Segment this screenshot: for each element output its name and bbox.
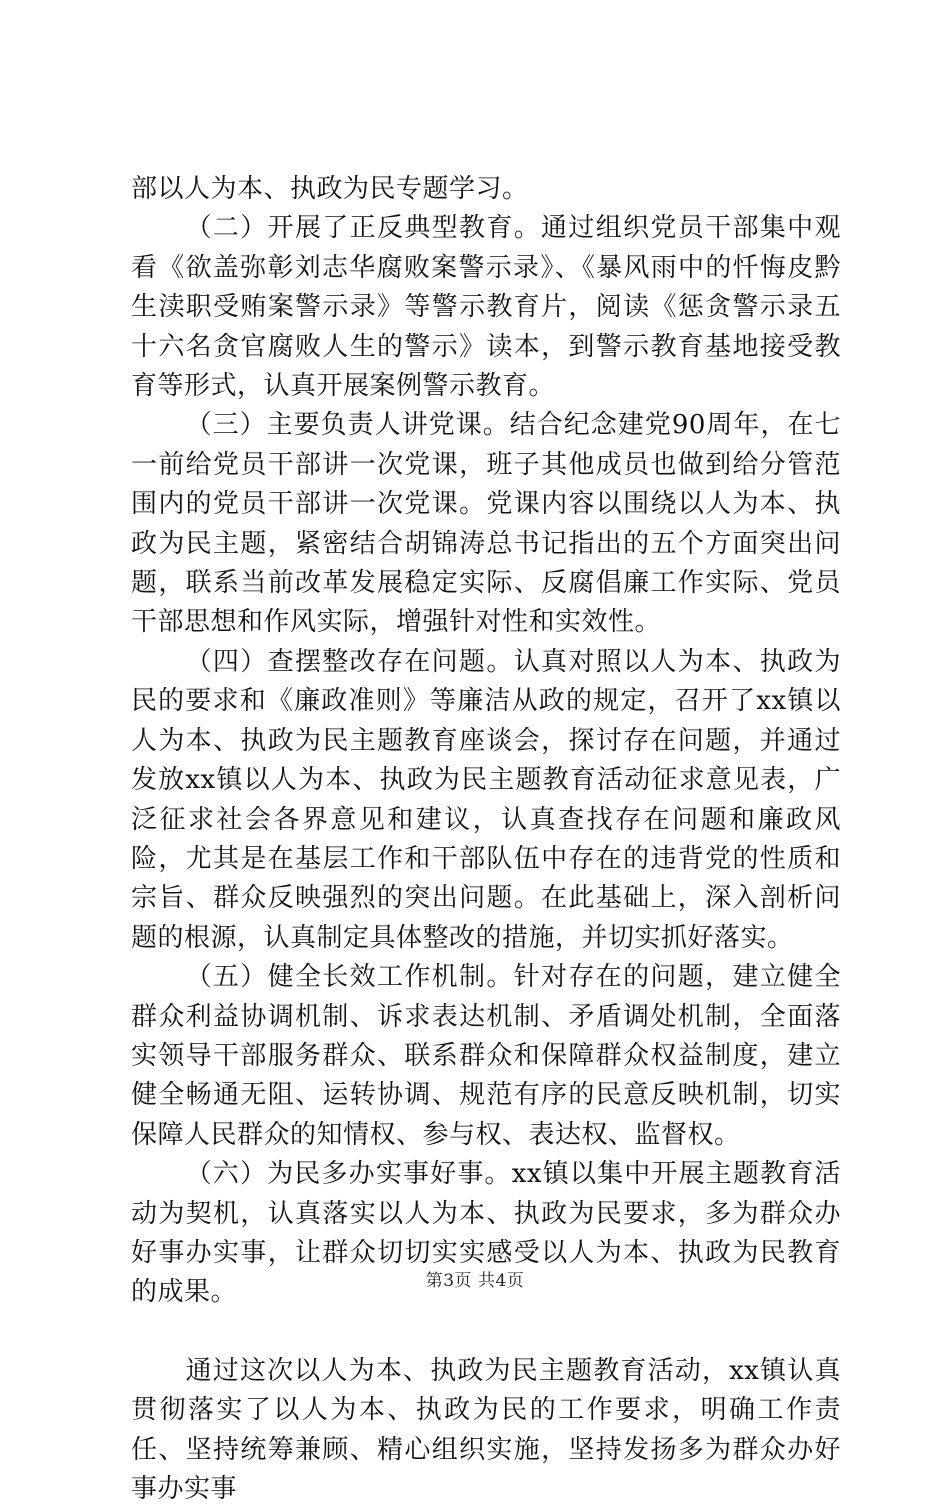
paragraph-section-3: （三）主要负责人讲党课。结合纪念建党90周年，在七一前给党员干部讲一次党课，班子其他成员也做到给分管范围内的党员干部讲一次党课。党课内容以围绕以人为本、执政为民主题，紧密结合胡锦涛总书记指出的五个方面突出问题，联系当前改革发展稳定实际、反腐倡廉工作实际、党员干部思想和作风实际，增强针对性和实效性。 <box>131 410 841 638</box>
paragraph-section-5: （五）健全长效工作机制。针对存在的问题，建立健全群众利益协调机制、诉求表达机制、矛盾调处机制，全面落实领导干部服务群众、联系群众和保障群众权益制度，建立健全畅通无阻、运转协调、规范有序的民意反映机制，切实保障人民群众的知情权、参与权、表达权、监督权。 <box>131 962 841 1150</box>
page-number: 第3页 共4页 <box>425 1271 525 1291</box>
page-footer <box>0 1266 950 1291</box>
paragraph-summary: 通过这次以人为本、执政为民主题教育活动，xx镇认真贯彻落实了以人为本、执政为民的工作要求，明确工作责任、坚持统筹兼顾、精心组织实施，坚持发扬多为群众办好事办实事 <box>131 1355 841 1504</box>
paragraph-section-4: （四）查摆整改存在问题。认真对照以人为本、执政为民的要求和《廉政准则》等廉洁从政的规定，召开了xx镇以人为本、执政为民主题教育座谈会，探讨存在问题，并通过发放xx镇以人为本、执政为民主题教育活动征求意见表，广泛征求社会各界意见和建议，认真查找存在问题和廉政风险，尤其是在基层工作和干部队伍中存在的违背党的性质和宗旨、群众反映强烈的突出问题。在此基础上，深入剖析问题的根源，认真制定具体整改的措施，并切实抓好落实。 <box>131 646 841 953</box>
paragraph-continuation: 部以人为本、执政为民专题学习。 <box>131 174 529 204</box>
paragraph-section-2: （二）开展了正反典型教育。通过组织党员干部集中观看《欲盖弥彰刘志华腐败案警示录》、《暴风雨中的忏悔皮黔生渎职受贿案警示录》等警示教育片，阅读《惩贪警示录五十六名贪官腐败人生的警示》读本，到警示教育基地接受教育等形式，认真开展案例警示教育。 <box>131 213 841 402</box>
document-body <box>131 170 841 1509</box>
paragraph-section-6: （六）为民多办实事好事。xx镇以集中开展主题教育活动为契机，认真落实以人为本、执政为民要求，多为群众办好事办实事，让群众切切实实感受以人为本、执政为民教育的成果。 <box>131 1159 841 1308</box>
